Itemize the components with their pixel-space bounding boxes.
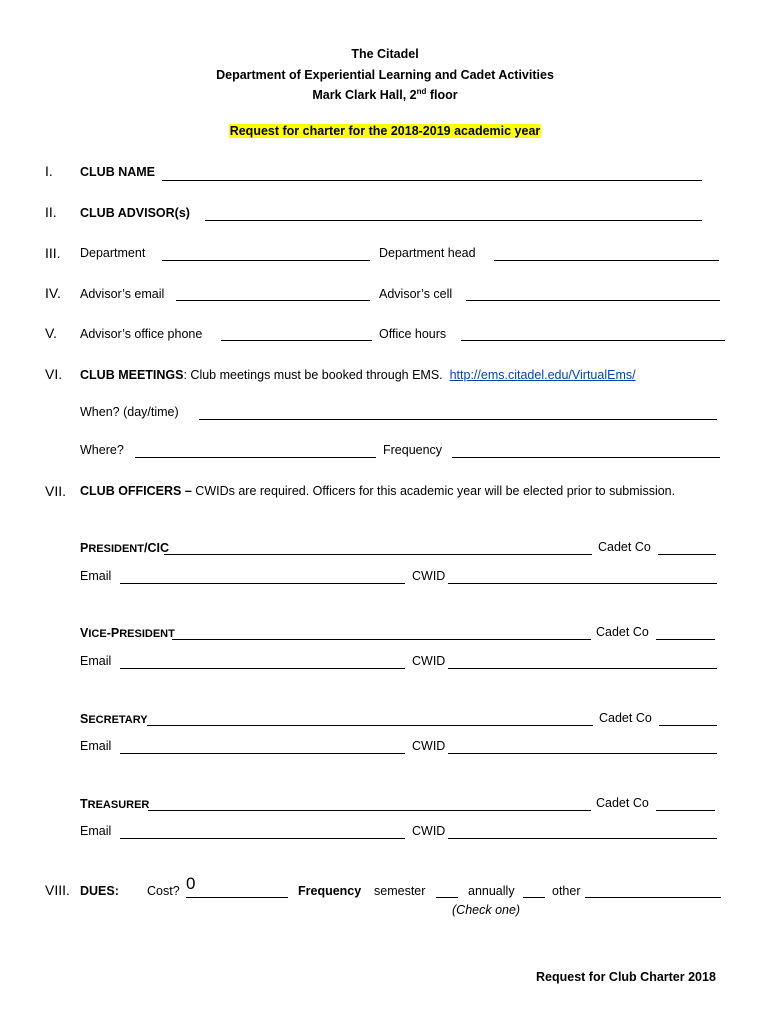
department-head-label: Department head xyxy=(379,246,476,260)
department-head-field[interactable] xyxy=(494,260,719,261)
section-num-8: VIII. xyxy=(45,882,70,898)
club-advisor-field[interactable] xyxy=(205,220,702,221)
section-num-5: V. xyxy=(45,325,57,341)
footer-title: Request for Club Charter 2018 xyxy=(536,970,716,984)
advisor-email-field[interactable] xyxy=(176,300,370,301)
treasurer-email-field[interactable] xyxy=(120,838,405,839)
vice-email-field[interactable] xyxy=(120,668,405,669)
president-cic: CIC xyxy=(147,541,169,555)
president-sep: / xyxy=(143,541,148,555)
semester-label: semester xyxy=(374,884,426,898)
club-meetings-row xyxy=(80,368,636,382)
treasurer-cadet-co-field[interactable] xyxy=(656,810,715,811)
president-cadet-co-label: Cadet Co xyxy=(598,540,651,554)
department-field[interactable] xyxy=(162,260,370,261)
president-rest: RESIDENT xyxy=(88,543,144,555)
location-sup: nd xyxy=(416,87,427,96)
section-num-2: II. xyxy=(45,204,57,220)
where-label: Where? xyxy=(80,443,124,457)
vice-cwid-field[interactable] xyxy=(448,668,717,669)
treasurer-cwid-label: CWID xyxy=(412,824,446,838)
advisor-email-label: Advisor’s email xyxy=(80,287,165,301)
club-officers-label: CLUB OFFICERS – xyxy=(80,484,192,498)
annually-label: annually xyxy=(468,884,515,898)
location-text-post: floor xyxy=(426,88,458,103)
department-label: Department xyxy=(80,246,146,260)
section-num-4: IV. xyxy=(45,285,61,301)
president-cap: P xyxy=(80,541,89,555)
vice-rest2: RESIDENT xyxy=(119,628,175,640)
institution-name: The Citadel xyxy=(351,47,419,61)
club-officers-row xyxy=(80,484,675,498)
cost-value[interactable]: 0 xyxy=(186,874,196,893)
secretary-cwid-label: CWID xyxy=(412,739,446,753)
secretary-email-field[interactable] xyxy=(120,753,405,754)
president-cwid-field[interactable] xyxy=(448,583,717,584)
semester-check-field[interactable] xyxy=(436,897,458,898)
treasurer-email-label: Email xyxy=(80,824,112,838)
section-num-3: III. xyxy=(45,245,61,261)
location xyxy=(0,87,770,102)
department-name: Department of Experiential Learning and Cadet Activities xyxy=(216,68,554,82)
request-title-text: Request for charter for the 2018-2019 academic year xyxy=(229,124,541,138)
club-name-field[interactable] xyxy=(162,180,702,181)
secretary-cwid-field[interactable] xyxy=(448,753,717,754)
president-cadet-co-field[interactable] xyxy=(658,554,716,555)
meeting-frequency-label: Frequency xyxy=(383,443,443,457)
vice-sep: - xyxy=(106,626,111,640)
secretary-email-label: Email xyxy=(80,739,112,753)
president-cwid-label: CWID xyxy=(412,569,446,583)
club-meetings-text: : Club meetings must be booked through EMS. xyxy=(183,368,443,382)
cost-field[interactable] xyxy=(186,897,288,898)
vice-president-label xyxy=(80,626,175,640)
treasurer-cwid-field[interactable] xyxy=(448,838,717,839)
vice-cap: V xyxy=(80,626,89,640)
club-name-label: CLUB NAME xyxy=(80,165,155,179)
request-title xyxy=(0,124,770,138)
advisor-office-phone-label: Advisor’s office phone xyxy=(80,327,203,341)
vice-cap2: P xyxy=(110,626,120,640)
club-officers-text: CWIDs are required. Officers for this academic year will be elected prior to submission. xyxy=(191,484,676,498)
secretary-name-field[interactable] xyxy=(147,725,593,726)
club-advisor-label: CLUB ADVISOR(s) xyxy=(80,206,190,220)
advisor-office-phone-field[interactable] xyxy=(221,340,372,341)
president-label xyxy=(80,541,169,555)
meeting-frequency-field[interactable] xyxy=(452,457,720,458)
vice-email-label: Email xyxy=(80,654,112,668)
advisor-cell-label: Advisor’s cell xyxy=(379,287,453,301)
treasurer-cadet-co-label: Cadet Co xyxy=(596,796,649,810)
ems-link[interactable]: http://ems.citadel.edu/VirtualEms/ xyxy=(449,368,636,382)
treasurer-cap: T xyxy=(80,797,88,811)
section-num-7: VII. xyxy=(45,483,67,499)
dues-label: DUES: xyxy=(80,884,119,898)
other-field[interactable] xyxy=(585,897,721,898)
secretary-cap: S xyxy=(80,712,89,726)
secretary-cadet-co-label: Cadet Co xyxy=(599,711,652,725)
treasurer-name-field[interactable] xyxy=(148,810,591,811)
vice-cadet-co-label: Cadet Co xyxy=(596,625,649,639)
president-email-field[interactable] xyxy=(120,583,405,584)
location-text: Mark Clark Hall, 2 xyxy=(312,88,417,103)
vice-president-name-field[interactable] xyxy=(172,639,591,640)
vice-rest: ICE xyxy=(88,628,107,640)
other-label: other xyxy=(552,884,581,898)
when-field[interactable] xyxy=(199,419,717,420)
president-email-label: Email xyxy=(80,569,112,583)
treasurer-label xyxy=(80,797,149,811)
office-hours-field[interactable] xyxy=(461,340,725,341)
check-one-note: (Check one) xyxy=(452,903,521,917)
section-num-6: VI. xyxy=(45,366,63,382)
secretary-label xyxy=(80,712,148,726)
president-name-field[interactable] xyxy=(164,554,592,555)
annually-check-field[interactable] xyxy=(523,897,545,898)
advisor-cell-field[interactable] xyxy=(466,300,720,301)
vice-cwid-label: CWID xyxy=(412,654,446,668)
vice-cadet-co-field[interactable] xyxy=(656,639,715,640)
cost-label: Cost? xyxy=(147,884,180,898)
treasurer-rest: REASURER xyxy=(87,799,150,811)
where-field[interactable] xyxy=(135,457,376,458)
club-meetings-label: CLUB MEETINGS xyxy=(80,368,184,382)
section-num-1: I. xyxy=(45,163,53,179)
secretary-cadet-co-field[interactable] xyxy=(659,725,717,726)
office-hours-label: Office hours xyxy=(379,327,447,341)
dues-frequency-label: Frequency xyxy=(298,884,362,898)
when-label: When? (day/time) xyxy=(80,405,179,419)
secretary-rest: ECRETARY xyxy=(88,714,148,726)
